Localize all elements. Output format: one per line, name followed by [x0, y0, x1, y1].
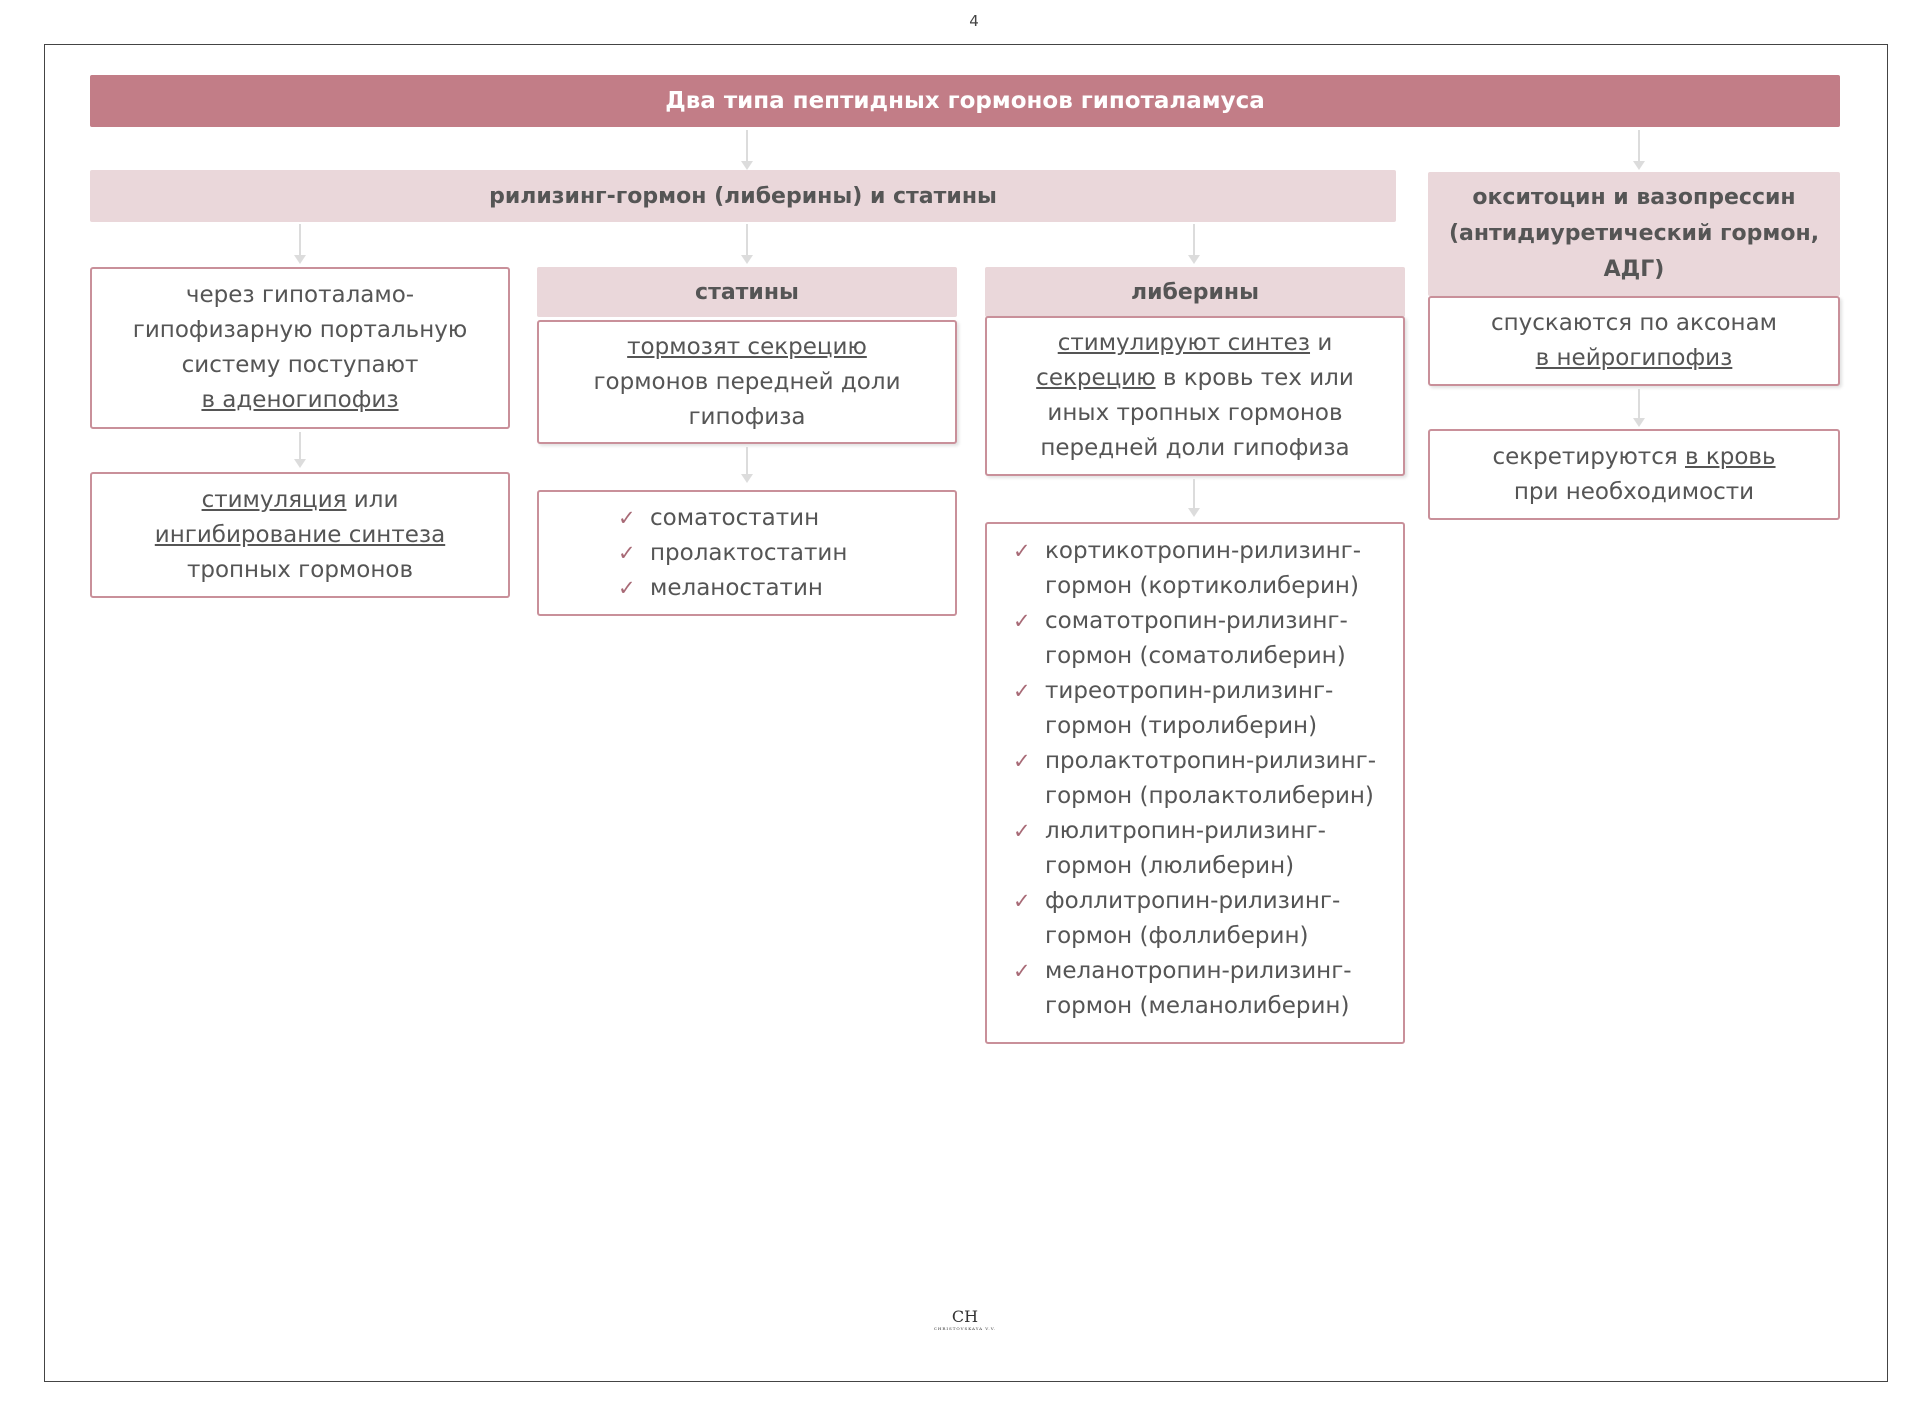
liberins-header: либерины — [985, 267, 1405, 317]
liberin-name-line1: меланотропин-рилизинг- — [1045, 958, 1352, 984]
diagram-title: Два типа пептидных гормонов гипоталамуса — [90, 75, 1840, 127]
arrow-col1-down — [299, 432, 301, 460]
liberin-name-line2: гормон (пролактолиберин) — [1045, 783, 1374, 809]
arrow-title-to-right-branch — [1638, 130, 1640, 162]
liberin-item — [1007, 534, 1403, 604]
liberin-name-line1: кортикотропин-рилизинг- — [1045, 538, 1362, 564]
liberin-name-line1: тиреотропин-рилизинг- — [1045, 678, 1334, 704]
check-icon: ✓ — [1013, 749, 1031, 773]
liberin-item — [1007, 814, 1403, 884]
check-icon: ✓ — [1013, 959, 1031, 983]
portal-system-box — [90, 267, 510, 429]
liberin-name-line1: пролактотропин-рилизинг- — [1045, 748, 1377, 774]
portal-line2: гипофизарную портальную — [132, 317, 468, 343]
check-icon: ✓ — [1013, 889, 1031, 913]
portal-line4: в аденогипофиз — [201, 387, 399, 413]
secreted-line1 — [1430, 440, 1838, 475]
statin-name: меланостатин — [650, 574, 823, 601]
arrow-title-to-left-branch — [746, 130, 748, 162]
statin-item — [612, 501, 882, 536]
liberins-line2 — [987, 361, 1403, 396]
branch-right-line1: окситоцин и вазопрессин — [1472, 185, 1796, 210]
statins-list — [612, 501, 882, 606]
liberin-name-line2: гормон (тиролиберин) — [1045, 713, 1318, 739]
statins-line1: тормозят секрецию — [627, 333, 867, 360]
liberin-item — [1007, 744, 1403, 814]
and-word: и — [1310, 330, 1333, 356]
statin-item — [612, 536, 882, 571]
arrow-col3-down — [1193, 479, 1195, 509]
liberins-line4: передней доли гипофиза — [1040, 435, 1350, 461]
axons-line2: в нейрогипофиз — [1535, 345, 1733, 371]
secreted-line2: при необходимости — [1513, 478, 1755, 505]
arrow-band-to-col2 — [746, 224, 748, 256]
check-icon: ✓ — [618, 540, 636, 565]
check-icon: ✓ — [618, 505, 636, 530]
statins-line3: гипофиза — [688, 403, 806, 430]
liberin-name-line2: гормон (кортиколиберин) — [1045, 573, 1359, 599]
logo-monogram: CH — [951, 1307, 979, 1326]
check-icon: ✓ — [1013, 819, 1031, 843]
liberin-name-line2: гормон (люлиберин) — [1045, 853, 1295, 879]
branch-right-line3: АДГ) — [1603, 257, 1665, 282]
secretion-word: секрецию — [1036, 365, 1156, 391]
liberins-line3: иных тропных гормонов — [1047, 400, 1343, 426]
check-icon: ✓ — [1013, 539, 1031, 563]
arrow-band-to-col1 — [299, 224, 301, 256]
liberin-name-line2: гормон (меланолиберин) — [1045, 993, 1350, 1019]
arrow-band-to-col3 — [1193, 224, 1195, 256]
axons-box — [1428, 296, 1840, 386]
arrow-col4-down — [1638, 389, 1640, 419]
liberins-description-box — [985, 316, 1405, 476]
secreted-box — [1428, 429, 1840, 520]
statin-name: соматостатин — [650, 504, 820, 531]
liberin-item — [1007, 674, 1403, 744]
statins-line2: гормонов передней доли — [593, 368, 901, 395]
branch-oxytocin-vasopressin — [1428, 172, 1840, 296]
liberin-name-line1: фоллитропин-рилизинг- — [1045, 888, 1341, 914]
liberins-line1 — [987, 326, 1403, 361]
liberin-item — [1007, 884, 1403, 954]
inhibition-line: ингибирование синтеза — [154, 521, 446, 548]
check-icon: ✓ — [1013, 679, 1031, 703]
branch-right-line2: (антидиуретический гормон, — [1448, 221, 1820, 246]
secreted-word: секретируются — [1492, 443, 1685, 470]
statins-header: статины — [537, 267, 957, 317]
page-number: 4 — [969, 12, 979, 30]
check-icon: ✓ — [618, 575, 636, 600]
liberins-list — [987, 534, 1403, 1024]
stimulation-line1 — [92, 483, 508, 518]
statin-name: пролактостатин — [650, 539, 848, 566]
stimulate-synthesis: стимулируют синтез — [1057, 330, 1311, 356]
stimulation-box — [90, 472, 510, 598]
arrow-col2-down — [746, 447, 748, 475]
branch-releasing-hormones: рилизинг-гормон (либерины) и статины — [90, 170, 1396, 222]
stimulation-word: стимуляция — [201, 486, 347, 513]
author-logo — [930, 1308, 1000, 1332]
statin-item — [612, 571, 882, 606]
statins-description-box — [537, 320, 957, 444]
liberin-name-line1: люлитропин-рилизинг- — [1045, 818, 1326, 844]
liberin-name-line2: гормон (фоллиберин) — [1045, 923, 1309, 949]
liberin-item — [1007, 954, 1403, 1024]
or-word: или — [346, 486, 399, 513]
portal-line3: систему поступают — [181, 352, 419, 378]
into-blood-text: в кровь тех или — [1155, 365, 1354, 391]
liberin-name-line2: гормон (соматолиберин) — [1045, 643, 1346, 669]
liberin-item — [1007, 604, 1403, 674]
statins-list-box — [537, 490, 957, 616]
logo-caption: CHRISTOVSKAYA V.V. — [933, 1326, 997, 1331]
tropic-hormones-line: тропных гормонов — [186, 556, 414, 583]
liberins-list-box — [985, 522, 1405, 1044]
check-icon: ✓ — [1013, 609, 1031, 633]
into-blood: в кровь — [1685, 443, 1776, 470]
portal-line1: через гипоталамо- — [185, 282, 415, 308]
axons-line1: спускаются по аксонам — [1490, 310, 1778, 336]
liberin-name-line1: соматотропин-рилизинг- — [1045, 608, 1348, 634]
